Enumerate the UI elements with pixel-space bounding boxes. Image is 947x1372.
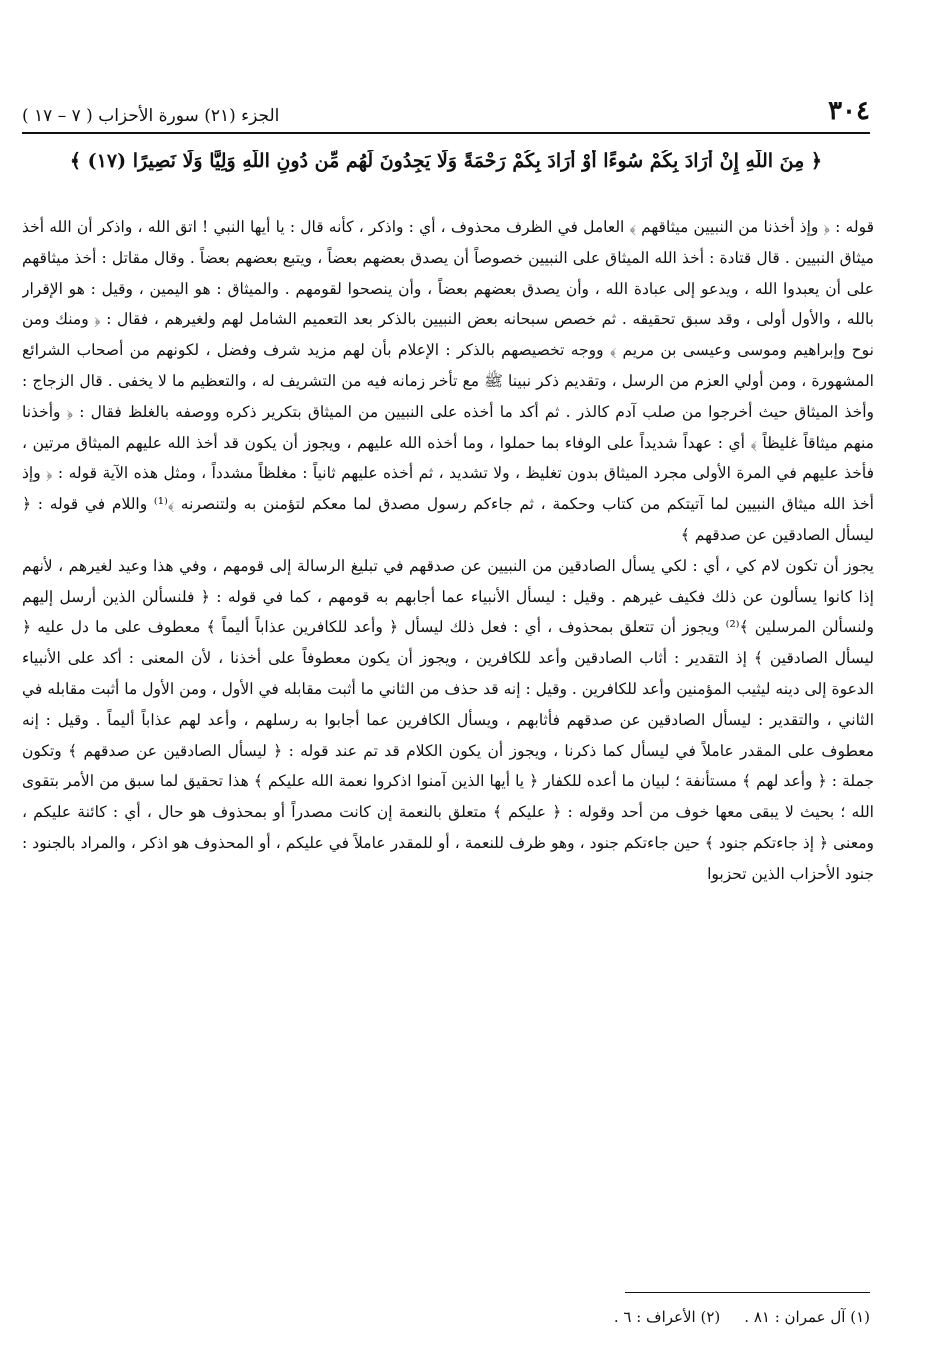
commentary-paragraph: يجوز أن تكون لام كي ، أي : لكي يسأل الصادقين من النبيين عن صدقهم في تبليغ الرسالة إلى قومهم ، وفي هذا وعيد لغيرهم ، لأنهم إذا كانوا يسألون عن ذلك فكيف غيرهم . وقيل : ليسأل الأنبياء عما أجابهم به قومهم ، كما في قوله : ﴿ فلنسألن الذين أرسل إليهم ولنسألن المرسلين ﴾⁽²⁾ ويجوز أن تتعلق بمحذوف ، أي : فعل ذلك ليسأل ﴿ وأعد للكافرين عذاباً أليماً ﴾ معطوف على ما دل عليه ﴿ ليسأل الصادقين ﴾ إذ التقدير : أثاب الصادقين وأعد للكافرين ، ويجوز أن يكون معطوفاً على أخذنا ، لأن المعنى : أكد على الأنبياء الدعوة إلى دينه ليثيب المؤمنين وأعد للكافرين . وقيل : إنه قد حذف من الثاني ما أثبت مقابله في الأول ، ومن الأول ما أثبت مقابله في الثاني ، والتقدير : ليسأل الصادقين عن صدقهم فأثابهم ، ويسأل الكافرين عما أجابوا به رسلهم ، وأعد لهم عذاباً أليماً . وقيل : إنه معطوف على المقدر عاملاً في ليسأل كما ذكرنا ، ويجوز أن يكون الكلام قد تم عند قوله : ﴿ ليسأل الصادقين عن صدقهم ﴾ وتكون جملة : ﴿ وأعد لهم ﴾ مستأنفة ؛ لبيان ما أعده للكفار ﴿ يا أيها الذين آمنوا اذكروا نعمة الله عليكم ﴾ هذا تحقيق لما سبق من الأمر بتقوى الله ؛ بحيث لا يبقى معها خوف من أحد وقوله : ﴿ عليكم ﴾ متعلق بالنعمة إن كانت مصدراً أو بمحذوف هو حال ، أي : كائنة عليكم ، ومعنى ﴿ إذ جاءتكم جنود ﴾ حين جاءتكم جنود ، وهو ظرف للنعمة ، أو للمقدر عاملاً في عليكم ، أو المحذوف هو اذكر ، والمراد بالجنود : جنود الأحزاب الذين تحزبوا xyxy=(22,556,874,883)
footnotes xyxy=(22,1308,870,1338)
page-number: ٣٠٤ xyxy=(828,96,870,126)
running-title: الجزء (٢١) سورة الأحزاب ( ٧ – ١٧ ) xyxy=(22,106,280,126)
footnote-2: (٢) الأعراف : ٦ . xyxy=(613,1308,721,1326)
footnote-divider xyxy=(625,1292,870,1293)
commentary-paragraph: قوله : ﴿ وإذ أخذنا من النبيين ميثاقهم ﴾ العامل في الظرف محذوف ، أي : واذكر ، كأنه قال : يا أيها النبي ! اتق الله ، واذكر أن الله أخذ ميثاق النبيين . قال قتادة : أخذ الله الميثاق على النبيين خصوصاً أن يصدق بعضهم بعضاً ، ويتبع بعضهم بعضاً . وقال مقاتل : أخذ ميثاقهم على أن يعبدوا الله ، ويدعو إلى عبادة الله ، وأن يصدق بعضهم بعضاً ، وأن ينصحوا لقومهم . والميثاق : هو اليمين ، وقيل : هو الإقرار بالله ، والأول أولى ، وقد سبق تحقيقه . ثم خصص سبحانه بعض النبيين بالذكر بعد التعميم الشامل لهم ولغيرهم ، فقال : ﴿ ومنك ومن نوح وإبراهيم وموسى وعيسى بن مريم ﴾ ووجه تخصيصهم بالذكر : الإعلام بأن لهم مزيد شرف وفضل ، لكونهم من أصحاب الشرائع المشهورة ، ومن أولي العزم من الرسل ، وتقديم ذكر نبينا ﷺ مع تأخر زمانه فيه من التشريف له ، والتعظيم ما لا يخفى . قال الزجاج : وأخذ الميثاق حيث أخرجوا من صلب آدم كالذر . ثم أكد ما أخذه على النبيين من الميثاق بتكرير ذكره ووصفه بالغلظ فقال : ﴿ وأخذنا منهم ميثاقاً غليظاً ﴾ أي : عهداً شديداً على الوفاء بما حملوا ، وما أخذه الله عليهم ، ويجوز أن يكون قد أخذ الله عليهم الميثاق مرتين ، فأخذ عليهم في المرة الأولى مجرد الميثاق بدون تغليظ ، ولا تشديد ، ثم أخذه عليهم ثانياً : مغلظاً مشدداً ، ومثل هذه الآية قوله : ﴿ وإذ أخذ الله ميثاق النبيين لما آتيتكم من كتاب وحكمة ، ثم جاءكم رسول مصدق لما معكم لتؤمنن به ولتنصرنه ﴾⁽¹⁾ واللام في قوله : ﴿ ليسأل الصادقين عن صدقهم ﴾ xyxy=(22,218,874,544)
footnote-1: (١) آل عمران : ٨١ . xyxy=(744,1308,870,1326)
commentary-text xyxy=(22,212,874,1212)
quran-verse: ﴿ مِنَ اللَّهِ إِنْ أَرَادَ بِكُمْ سُوءًا أَوْ أَرَادَ بِكُمْ رَحْمَةً وَلَا يَجِدُونَ لَهُم مِّن دُونِ اللَّهِ وَلِيًّا وَلَا نَصِيرًا (١٧) ﴾ xyxy=(69,150,823,172)
page-header xyxy=(22,92,870,134)
